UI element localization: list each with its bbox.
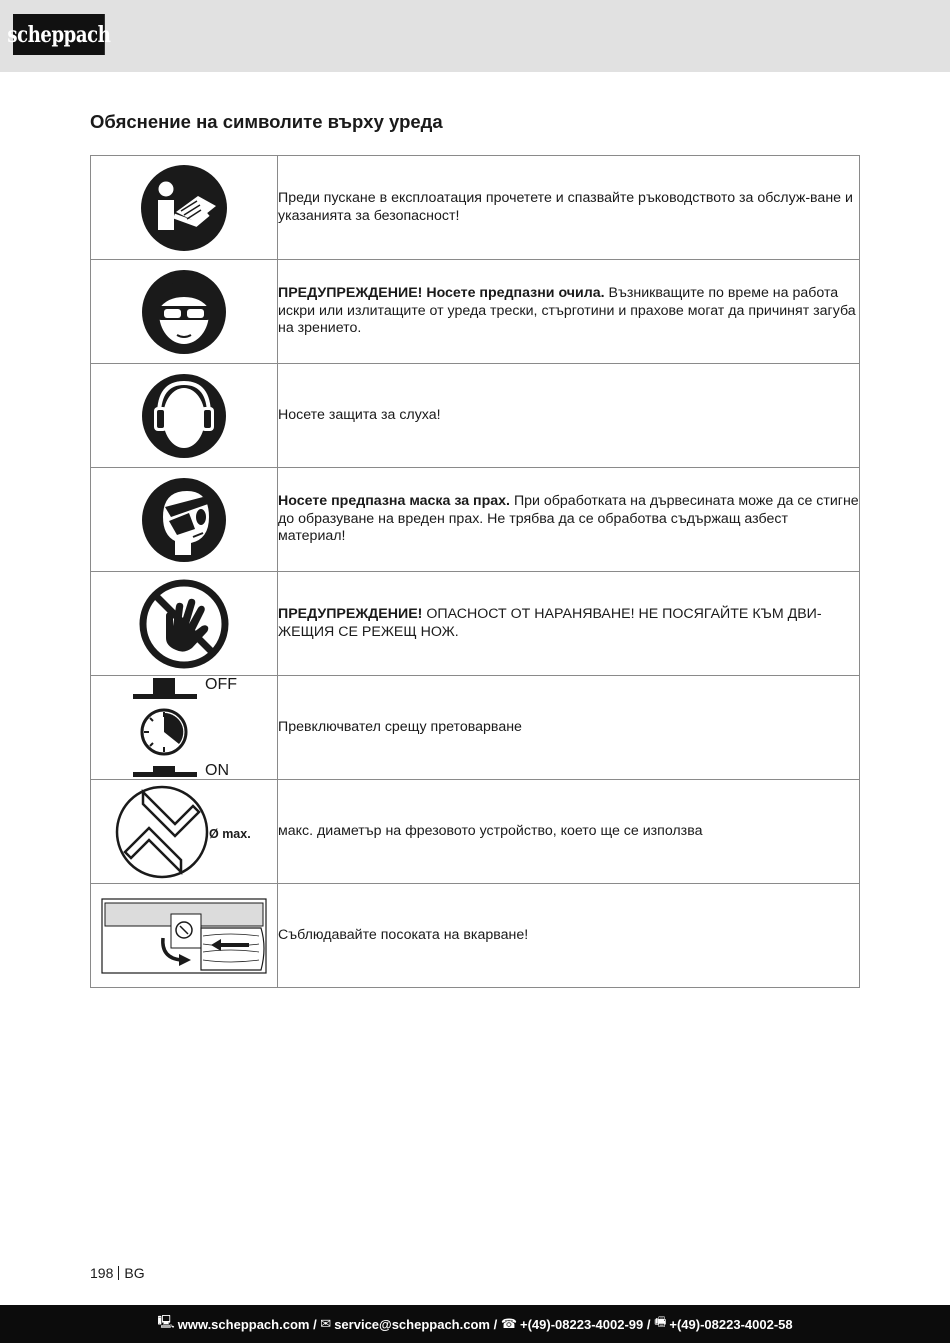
symbol-cell: [91, 780, 278, 884]
symbol-cell: [91, 468, 278, 572]
symbol-cell: [91, 260, 278, 364]
description-cell: [278, 780, 860, 884]
description-cell: [278, 156, 860, 260]
computer-icon: 🖳: [157, 1315, 175, 1330]
description-cell: [278, 572, 860, 676]
symbol-cell: [91, 156, 278, 260]
footer-separator: /: [489, 1316, 501, 1332]
description-text: ОПАСНОСТ ОТ НАРАНЯВАНЕ! НЕ ПОСЯГАЙТЕ КЪМ ДВИ-ЖЕЩИЯ СЕ РЕЖЕЩ НОЖ.: [278, 606, 822, 640]
off-label: OFF: [205, 676, 237, 693]
max-diameter-label: Ø max.: [209, 827, 251, 841]
table-row: [91, 468, 860, 572]
email-icon: ✉: [320, 1316, 332, 1332]
footer-separator: /: [309, 1316, 321, 1332]
footer-contact-bar: [0, 1305, 950, 1343]
dust-mask-icon: [141, 477, 227, 563]
ear-protection-icon: [141, 373, 227, 459]
website-link[interactable]: www.scheppach.com: [177, 1316, 310, 1332]
description-cell: [278, 364, 860, 468]
language-code: BG: [124, 1265, 145, 1281]
description-cell: [278, 884, 860, 988]
page-separator: [118, 1266, 119, 1280]
description-cell: [278, 468, 860, 572]
footer-separator: /: [643, 1316, 655, 1332]
description-text: Носете защита за слуха!: [278, 406, 441, 423]
description-cell: [278, 260, 860, 364]
phone-number: +(49)-08223-4002-99: [520, 1316, 644, 1332]
description-text: Преди пускане в експлоатация прочетете и спазвайте ръководството за обслуж-ване и указанията за безопасност!: [278, 190, 853, 224]
warning-bold-text: ПРЕДУПРЕЖДЕНИЕ!: [278, 606, 423, 622]
description-text: Съблюдавайте посоката на вкарване!: [278, 926, 529, 943]
phone-icon: ☎: [500, 1316, 518, 1332]
symbol-cell: [91, 676, 278, 780]
table-row: [91, 364, 860, 468]
symbol-cell: [91, 884, 278, 988]
safety-goggles-icon: [141, 269, 227, 355]
table-row: [91, 884, 860, 988]
symbol-cell: [91, 572, 278, 676]
table-row: [91, 676, 860, 780]
page-title: Обяснение на символите върху уреда: [90, 111, 443, 132]
header-band: [0, 0, 950, 72]
page-number: [90, 1265, 145, 1281]
warning-bold-text: Носете предпазна маска за прах.: [278, 493, 510, 510]
on-label: ON: [205, 762, 229, 779]
table-row: [91, 156, 860, 260]
description-text: При обработката на дървесината може да се стигне до образуване на вреден прах. Не трябва да се обработва съдържащ азбест материал!: [278, 493, 859, 545]
table-row: [91, 572, 860, 676]
warning-bold-text: ПРЕДУПРЕЖДЕНИЕ! Носете предпазни очила.: [278, 285, 605, 302]
description-cell: [278, 676, 860, 780]
no-hands-icon: [138, 578, 230, 670]
page-number-value: 198: [90, 1265, 114, 1281]
symbol-cell: [91, 364, 278, 468]
scheppach-logo: scheppach: [13, 14, 105, 55]
table-row: [91, 260, 860, 364]
table-row: [91, 780, 860, 884]
description-text: Възникващите по време на работа искри или излитащите от уреда трески, стърготини и прахове могат да причинят загуба на зрението.: [278, 285, 856, 337]
overload-switch-icon: [91, 676, 277, 779]
symbols-table: [90, 155, 860, 988]
fax-number: +(49)-08223-4002-58: [669, 1316, 793, 1332]
email-link[interactable]: service@scheppach.com: [334, 1316, 490, 1332]
feed-direction-icon: [101, 898, 267, 974]
description-text: Превключвател срещу претоварване: [278, 718, 522, 735]
read-manual-icon: [140, 164, 228, 252]
description-text: макс. диаметър на фрезовото устройство, което ще се използва: [278, 822, 703, 839]
fax-icon: 🖷: [654, 1315, 667, 1330]
